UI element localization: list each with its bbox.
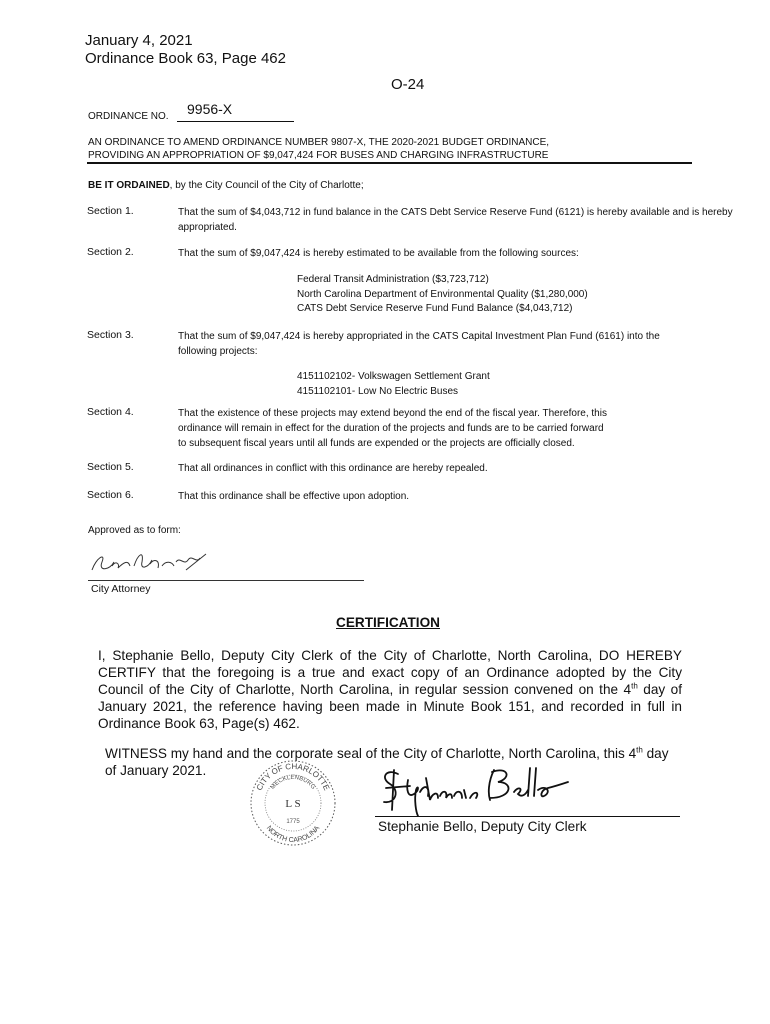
ordinance-title-line1: AN ORDINANCE TO AMEND ORDINANCE NUMBER 9807-X, THE 2020-2021 BUDGET ORDINANCE, [88, 137, 550, 148]
section-4-label: Section 4. [87, 406, 134, 418]
seal-year: 1775 [286, 819, 300, 825]
seal-top-text: CITY OF CHARLOTTE [254, 761, 332, 792]
project-item: 4151102102- Volkswagen Settlement Grant [297, 371, 490, 382]
witness-day-suffix: th [636, 745, 643, 755]
be-it-ordained-bold: BE IT ORDAINED [88, 180, 170, 191]
document-code: O-24 [391, 76, 425, 93]
corporate-seal [245, 758, 341, 848]
section-4-line: to subsequent fiscal years until all funds are expended or the projects are officially closed. [178, 438, 575, 449]
funding-source-item: Federal Transit Administration ($3,723,712) [297, 274, 489, 285]
be-it-ordained-rest: , by the City Council of the City of Charlotte; [169, 180, 364, 191]
project-item: 4151102101- Low No Electric Buses [297, 385, 459, 397]
ordinance-no-label: ORDINANCE NO. [88, 111, 169, 122]
certification-day-suffix: th [631, 681, 638, 691]
section-4-line: ordinance will remain in effect for the duration of the projects and funds are to be carried forward [178, 423, 604, 434]
section-5-text: That all ordinances in conflict with this ordinance are hereby repealed. [178, 463, 488, 474]
section-3-text: That the sum of $9,047,424 is hereby appropriated in the CATS Capital Investment Plan Fund (6161) into the following projects: [178, 331, 660, 357]
ordinance-no-value: 9956-X [187, 101, 233, 117]
projects-list [297, 370, 490, 399]
city-attorney-title: City Attorney [91, 583, 151, 595]
attorney-signature-line [88, 580, 364, 581]
document-date: January 4, 2021 [85, 32, 193, 49]
funding-sources-list [297, 273, 588, 317]
witness-text-end: day of January 2021. [105, 746, 669, 778]
deputy-clerk-signature [376, 760, 576, 818]
certification-text-end: day of January 2021, the reference having been made in Minute Book 151, and recorded in full in Ordinance Book 63, Page(s) 462. [98, 682, 682, 731]
seal-bottom-text: NORTH CAROLINA [264, 824, 322, 845]
section-1-label: Section 1. [87, 205, 134, 217]
funding-source-item: CATS Debt Service Reserve Fund Fund Balance ($4,043,712) [297, 303, 573, 314]
section-5-label: Section 5. [87, 461, 134, 473]
section-6-label: Section 6. [87, 489, 134, 501]
section-6-text: That this ordinance shall be effective upon adoption. [178, 491, 410, 502]
section-4-line: That the existence of these projects may extend beyond the end of the fiscal year. Therefore, this [178, 408, 607, 419]
section-3-label: Section 3. [87, 329, 134, 341]
clerk-name-title: Stephanie Bello, Deputy City Clerk [378, 819, 587, 834]
certification-text-start: I, Stephanie Bello, Deputy City Clerk of the City of Charlotte, North Carolina, DO HEREBY CERTIFY that the foregoing is a true and exact copy of an Ordinance adopted by the City Council of the City of Charlotte, North Carolina, in regular session convened on the 4 [98, 648, 682, 697]
city-attorney-signature [88, 540, 218, 580]
certification-heading: CERTIFICATION [336, 615, 440, 630]
section-4-text [178, 406, 743, 451]
seal-mid-text: MECKLENBURG [269, 774, 317, 791]
ordinance-title-line2: PROVIDING AN APPROPRIATION OF $9,047,424 FOR BUSES AND CHARGING INFRASTRUCTURE [88, 150, 549, 161]
ordinance-no-field [177, 103, 294, 122]
section-2-label: Section 2. [87, 246, 134, 258]
approved-as-to-form-label: Approved as to form: [88, 525, 181, 536]
seal-center-text: L S [285, 798, 301, 810]
witness-text-start: WITNESS my hand and the corporate seal of the City of Charlotte, North Carolina, this 4 [105, 746, 637, 761]
ordinance-book-reference: Ordinance Book 63, Page 462 [85, 50, 286, 67]
certification-paragraph [98, 647, 682, 732]
be-it-ordained [88, 179, 364, 193]
funding-source-item: North Carolina Department of Environmental Quality ($1,280,000) [297, 288, 588, 300]
title-divider [87, 162, 692, 164]
section-2-text: That the sum of $9,047,424 is hereby estimated to be available from the following sources: [178, 248, 579, 259]
clerk-signature-line [375, 816, 680, 817]
section-1-text: That the sum of $4,043,712 in fund balance in the CATS Debt Service Reserve Fund (6121) is hereby available and is hereby appropriated. [178, 207, 733, 233]
